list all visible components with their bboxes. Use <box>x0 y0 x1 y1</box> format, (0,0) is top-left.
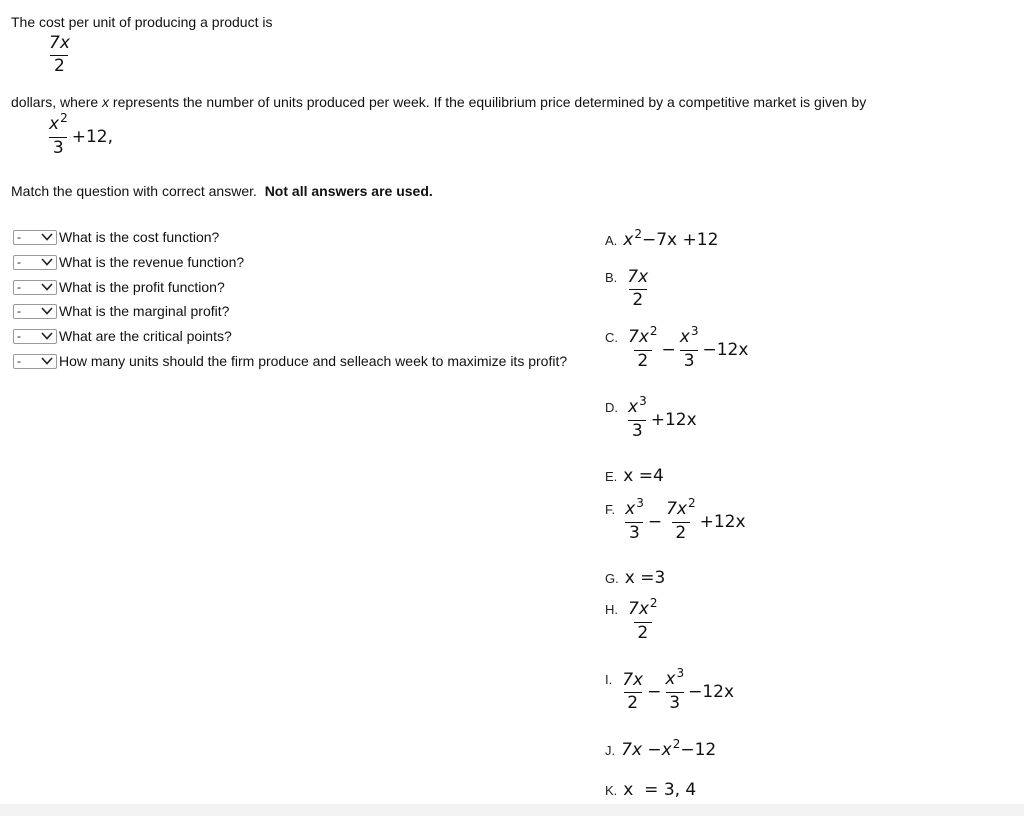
answer-label: B. <box>605 270 618 285</box>
answer-select-value: - <box>17 255 21 269</box>
answer-a-x: x <box>623 230 634 250</box>
chevron-down-icon <box>41 258 53 266</box>
answer-f-f1-den: 3 <box>625 522 643 543</box>
answer-option-i <box>605 666 735 713</box>
answer-label: G. <box>605 570 619 586</box>
answer-c-f2-den: 3 <box>680 350 698 371</box>
answer-c-f1-den: 2 <box>634 350 652 371</box>
answer-select-value: - <box>17 230 21 244</box>
answer-c-f2-num: x <box>679 327 690 347</box>
problem-text-line1: The cost per unit of producing a product is <box>11 14 273 30</box>
answer-f-f2-den: 2 <box>672 522 690 543</box>
answer-d-den: 3 <box>628 420 646 441</box>
price-denominator: 3 <box>49 137 67 158</box>
answer-j-exp: 2 <box>672 737 681 751</box>
chevron-down-icon <box>41 233 53 241</box>
answer-option-a <box>605 227 719 250</box>
answer-h-exp: 2 <box>649 596 658 610</box>
answer-c-minus: − <box>661 339 676 360</box>
answer-select-value: - <box>17 354 21 368</box>
answer-option-k <box>605 780 696 800</box>
answer-select-value: - <box>17 304 21 318</box>
answer-b-den: 2 <box>629 289 647 310</box>
question-text: What is the marginal profit? <box>59 303 230 319</box>
answer-a-exp: 2 <box>634 227 642 241</box>
price-expression <box>45 111 113 158</box>
answer-f-f2-num: 7x <box>666 499 687 519</box>
answer-g-expr: x =3 <box>624 568 666 588</box>
answer-h-num: 7x <box>628 599 649 619</box>
question-row-1 <box>13 228 219 246</box>
answer-label: E. <box>605 468 618 484</box>
answer-option-b <box>605 268 652 310</box>
price-exponent: 2 <box>60 111 68 125</box>
answer-c-f1-exp: 2 <box>649 324 658 338</box>
answer-k-expr: x = 3, 4 <box>623 780 697 800</box>
answer-select-6[interactable] <box>13 354 57 369</box>
answer-label: A. <box>605 232 618 248</box>
instructions-bold: Not all answers are used. <box>264 183 433 199</box>
answer-h-den: 2 <box>634 622 652 643</box>
question-row-3 <box>13 278 225 296</box>
answer-c-tail: −12x <box>702 339 749 360</box>
answer-j-a: 7x −x <box>621 740 672 760</box>
answer-d-tail: +12x <box>650 409 697 430</box>
answer-label: H. <box>605 602 618 617</box>
answer-option-g <box>605 568 665 588</box>
answer-i-f1-den: 2 <box>624 692 642 713</box>
price-tail: +12, <box>71 126 113 147</box>
answer-i-f2-num: x <box>665 669 676 689</box>
question-text: How many units should the firm produce and selleach week to maximize its profit? <box>59 353 568 369</box>
question-row-5 <box>13 327 232 345</box>
answer-select-3[interactable] <box>13 280 57 295</box>
answer-f-f1-num: x <box>625 499 636 519</box>
answer-select-4[interactable] <box>13 304 57 319</box>
answer-label: C. <box>605 330 618 345</box>
question-text: What are the critical points? <box>59 328 232 344</box>
answer-c-f2-exp: 3 <box>690 324 699 338</box>
answer-option-c <box>605 324 749 371</box>
question-row-2 <box>13 253 244 271</box>
answer-select-value: - <box>17 280 21 294</box>
answer-d-num: x <box>628 397 639 417</box>
problem-text-line2 <box>11 94 866 110</box>
answer-a-rest: −7x +12 <box>642 230 719 250</box>
problem-text-line2-b: represents the number of units produced per week. If the equilibrium price determined by a competitive market is given by <box>109 94 867 110</box>
answer-i-f2-exp: 3 <box>676 666 685 680</box>
question-row-6 <box>13 352 567 370</box>
answer-j-rest: −12 <box>680 740 717 760</box>
chevron-down-icon <box>41 307 53 315</box>
cost-per-unit-fraction <box>45 34 74 76</box>
answer-select-value: - <box>17 329 21 343</box>
cost-numerator: 7x <box>49 33 70 53</box>
answer-option-e <box>605 466 664 486</box>
answer-i-f2-den: 3 <box>666 692 684 713</box>
answer-f-f2-exp: 2 <box>687 496 696 510</box>
answer-c-f1-num: 7x <box>628 327 649 347</box>
answer-option-d <box>605 394 697 441</box>
answer-label: F. <box>605 502 616 517</box>
instructions <box>11 183 433 199</box>
answer-option-h <box>605 596 662 643</box>
answer-select-1[interactable] <box>13 230 57 245</box>
answer-option-f <box>605 496 746 543</box>
answer-i-f1-num: 7x <box>622 669 644 690</box>
answer-e-expr: x =4 <box>623 466 664 486</box>
problem-variable-x: x <box>102 94 110 110</box>
question-text: What is the profit function? <box>59 279 225 295</box>
answer-i-minus: − <box>647 681 662 702</box>
answer-option-j <box>605 737 717 760</box>
answer-f-f1-exp: 3 <box>636 496 644 510</box>
problem-text-line2-a: dollars, where <box>11 94 103 110</box>
chevron-down-icon <box>41 332 53 340</box>
chevron-down-icon <box>41 283 53 291</box>
instructions-text: Match the question with correct answer. <box>11 183 257 199</box>
answer-f-tail: +12x <box>699 511 746 532</box>
answer-select-5[interactable] <box>13 329 57 344</box>
answer-f-minus: − <box>647 511 663 532</box>
answer-i-tail: −12x <box>688 681 735 702</box>
chevron-down-icon <box>41 357 53 365</box>
price-numerator: x <box>49 114 60 134</box>
answer-d-exp: 3 <box>639 394 647 408</box>
answer-label: K. <box>605 782 618 798</box>
answer-label: D. <box>605 400 618 415</box>
question-text: What is the cost function? <box>59 229 220 245</box>
answer-select-2[interactable] <box>13 255 57 270</box>
answer-label: J. <box>605 742 616 758</box>
cost-denominator: 2 <box>50 55 68 76</box>
question-text: What is the revenue function? <box>59 254 245 270</box>
page-bottom-strip <box>0 804 1024 816</box>
answer-label: I. <box>605 672 613 687</box>
question-row-4 <box>13 302 229 320</box>
answer-b-num: 7x <box>627 267 649 287</box>
